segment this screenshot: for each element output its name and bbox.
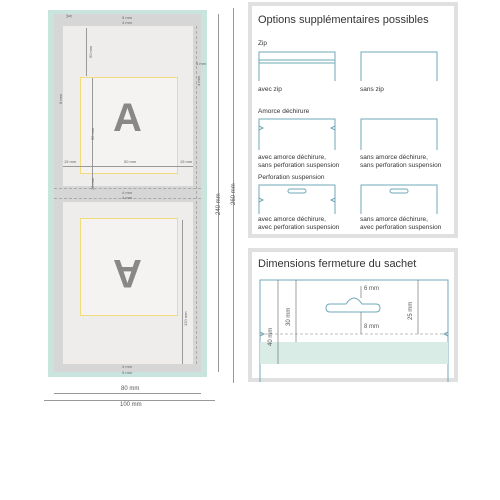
left-side-label: 8 mm <box>58 94 63 104</box>
closure-dim-6: 6 mm <box>364 286 379 292</box>
bag-with-hang-hole-and-notch-icon <box>258 184 336 214</box>
hang-left-caption-1: avec amorce déchirure, <box>258 216 326 223</box>
tear-right-caption-2: sans perforation suspension <box>360 162 442 169</box>
hang-left-caption-2: avec perforation suspension <box>258 224 340 231</box>
dim-line-90 <box>86 28 87 76</box>
bag-with-zip-icon <box>258 51 336 81</box>
tear-left-caption-2: sans perforation suspension <box>258 162 340 169</box>
closure-card <box>248 248 458 382</box>
closure-title: Dimensions fermeture du sachet <box>258 258 417 270</box>
closure-dim-8: 8 mm <box>364 324 379 330</box>
tear-section-label: Amorce déchirure <box>258 108 310 115</box>
top-width-label-1: 5 mm <box>122 15 132 20</box>
dim-240-label: 240 mm <box>216 193 222 215</box>
closure-dim-30: 30 mm <box>286 307 292 326</box>
tear-left-caption-1: avec amorce déchirure, <box>258 154 326 161</box>
height-55-label: 55 mm <box>90 127 95 140</box>
bag-with-hang-hole-icon <box>360 184 438 214</box>
bottom-label-1: 4 mm <box>122 364 132 369</box>
width-dim-line <box>63 166 193 167</box>
print-width-label: 50 mm <box>124 159 137 164</box>
hang-right-caption-1: sans amorce déchirure, <box>360 216 428 223</box>
hang-section-label: Perforation suspension <box>258 174 325 181</box>
right-margin-label: 15 mm <box>180 159 193 164</box>
height-120-label: 120 mm <box>183 311 188 326</box>
options-card <box>248 2 458 238</box>
zip-left-caption: avec zip <box>258 86 282 93</box>
height-90-label: 90 mm <box>88 45 93 58</box>
front-letter: A <box>113 96 142 140</box>
hang-right-caption-2: avec perforation suspension <box>360 224 442 231</box>
fold-label-2: 4 mm <box>122 195 132 200</box>
dim-line-120 <box>182 220 183 364</box>
left-margin-label: 15 mm <box>64 159 77 164</box>
fold-label-1: 4 mm <box>122 190 132 195</box>
right-side-label: 4 mm <box>196 76 201 86</box>
zip-side-label: 3 mm <box>196 61 206 66</box>
dim-100-label: 100 mm <box>120 402 142 408</box>
zip-section-label: Zip <box>258 40 268 47</box>
closure-dim-40: 40 mm <box>268 327 274 346</box>
dim-80-label: 80 mm <box>121 386 140 392</box>
dim-line-80 <box>54 393 201 394</box>
bag-without-tear-notch-icon <box>360 118 438 150</box>
fold-line-top <box>54 188 201 189</box>
dim-260-label: 260 mm <box>231 183 237 205</box>
bottom-label-2: 5 mm <box>122 370 132 375</box>
bottom-small-label: 20 mm <box>90 177 95 190</box>
bag-with-tear-notch-icon <box>258 118 336 150</box>
tear-right-caption-1: sans amorce déchirure, <box>360 154 428 161</box>
bag-technical-drawing <box>0 0 245 420</box>
bag-without-zip-icon <box>360 51 438 81</box>
dim-line-100 <box>44 400 215 401</box>
top-width-label-2: 4 mm <box>122 20 132 25</box>
scissors-icon: ✂ <box>66 12 73 21</box>
closure-diagram <box>258 278 450 382</box>
options-title: Options supplémentaires possibles <box>258 14 429 26</box>
closure-dim-25: 25 mm <box>408 301 414 320</box>
zip-right-caption: sans zip <box>360 86 384 93</box>
back-letter: A <box>113 251 142 295</box>
